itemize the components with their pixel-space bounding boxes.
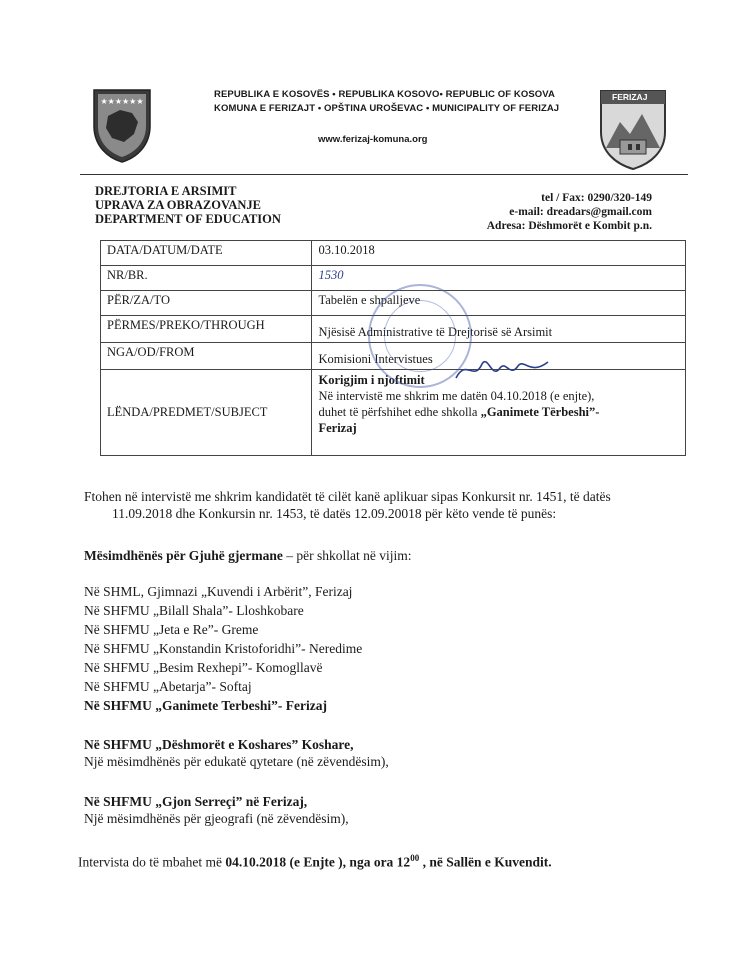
header-rule	[80, 174, 688, 175]
to-label: PËR/ZA/TO	[101, 291, 312, 316]
date-label: DATA/DATUM/DATE	[101, 241, 312, 266]
closing-date-time: 04.10.2018 (e Enjte ), nga ora 12	[225, 854, 411, 870]
through-value: Njësisë Administrative të Drejtorisë së Arsimit	[312, 316, 686, 343]
school-list	[84, 582, 362, 715]
closing-minutes: 00	[410, 853, 420, 863]
contact-address: Adresa: Dëshmorët e Kombit p.n.	[486, 220, 652, 232]
position-heading	[84, 547, 411, 564]
contact-email: e-mail: dreadars@gmail.com	[509, 206, 652, 218]
subject-title: Korigjim i njoftimit	[318, 373, 425, 387]
subject-line-3: Ferizaj	[318, 421, 357, 435]
contact-block	[420, 191, 652, 233]
nr-label: NR/BR.	[101, 266, 312, 291]
department-name-sq: DREJTORIA E ARSIMIT	[95, 184, 237, 198]
department-block	[95, 184, 281, 226]
header-url: www.ferizaj-komuna.org	[318, 134, 428, 145]
header-republic-line: REPUBLIKA E KOSOVËS • REPUBLIKA KOSOVO• REPUBLIC OF KOSOVA	[214, 89, 555, 100]
subject-line-2	[318, 404, 679, 420]
list-item: Në SHFMU „Bilall Shala”- Lloshkobare	[84, 603, 304, 618]
date-value: 03.10.2018	[312, 241, 686, 266]
subject-school-name: „Ganimete Tërbeshi”-	[480, 405, 600, 419]
svg-text:★★★★★★: ★★★★★★	[100, 97, 144, 106]
koshare-school-title: Në SHFMU „Dëshmorët e Koshares” Koshare,	[84, 737, 354, 752]
nr-value: 1530	[312, 266, 686, 291]
table-row-nr	[101, 266, 686, 291]
table-row-date	[101, 241, 686, 266]
koshare-position: Një mësimdhënës për edukatë qytetare (në zëvendësim),	[84, 754, 389, 769]
kosovo-coat-of-arms-icon	[90, 86, 154, 164]
closing-location: , në Sallën e Kuvendit.	[419, 854, 552, 870]
subject-line-2-text: duhet të përfshihet edhe shkolla	[318, 405, 481, 419]
table-row-subject	[101, 370, 686, 456]
department-name-sr: UPRAVA ZA OBRAZOVANJE	[95, 198, 262, 212]
from-value: Komisioni Intervistues	[312, 343, 686, 370]
block-koshare	[84, 736, 389, 770]
list-item: Në SHFMU „Konstandin Kristoforidhi”- Neredime	[84, 641, 363, 656]
to-value: Tabelën e shpalljeve	[312, 291, 686, 316]
closing-text: Intervista do të mbahet më	[78, 854, 226, 870]
closing-line	[78, 850, 552, 871]
position-title: Mësimdhënës për Gjuhë gjermane	[84, 548, 283, 563]
signature-icon	[452, 352, 552, 386]
crest-label: FERIZAJ	[612, 92, 648, 102]
header-municipality-line: KOMUNA E FERIZAJT • OPŠTINA UROŠEVAC • MUNICIPALITY OF FERIZAJ	[214, 103, 560, 114]
list-item-bold: Në SHFMU „Ganimete Terbeshi”- Ferizaj	[84, 698, 327, 713]
through-label: PËRMES/PREKO/THROUGH	[101, 316, 312, 343]
block-gjon-serreci	[84, 793, 349, 827]
list-item: Në SHFMU „Besim Rexhepi”- Komogllavë	[84, 660, 323, 675]
intro-paragraph	[84, 488, 694, 522]
serreci-school-title: Në SHFMU „Gjon Serreçi” në Ferizaj,	[84, 794, 308, 809]
list-item: Në SHML, Gjimnazi „Kuvendi i Arbërit”, Ferizaj	[84, 584, 353, 599]
intro-line-2: 11.09.2018 dhe Konkursin nr. 1453, të datës 12.09.20018 për këto vende të punës:	[112, 506, 557, 521]
contact-phone: tel / Fax: 0290/320-149	[541, 192, 652, 204]
subject-line-1: Në intervistë me shkrim me datën 04.10.2018 (e enjte),	[318, 389, 595, 403]
position-suffix: – për shkollat në vijim:	[282, 548, 412, 563]
subject-label: LËNDA/PREDMET/SUBJECT	[101, 370, 312, 456]
list-item: Në SHFMU „Abetarja”- Softaj	[84, 679, 252, 694]
intro-line-1: Ftohen në intervistë me shkrim kandidatët të cilët kanë aplikuar sipas Konkursit nr. 1451, të datës	[84, 489, 611, 504]
department-name-en: DEPARTMENT OF EDUCATION	[95, 212, 281, 226]
list-item: Në SHFMU „Jeta e Re”- Greme	[84, 622, 259, 637]
serreci-position: Një mësimdhënës për gjeografi (në zëvendësim),	[84, 811, 349, 826]
from-label: NGA/OD/FROM	[101, 343, 312, 370]
